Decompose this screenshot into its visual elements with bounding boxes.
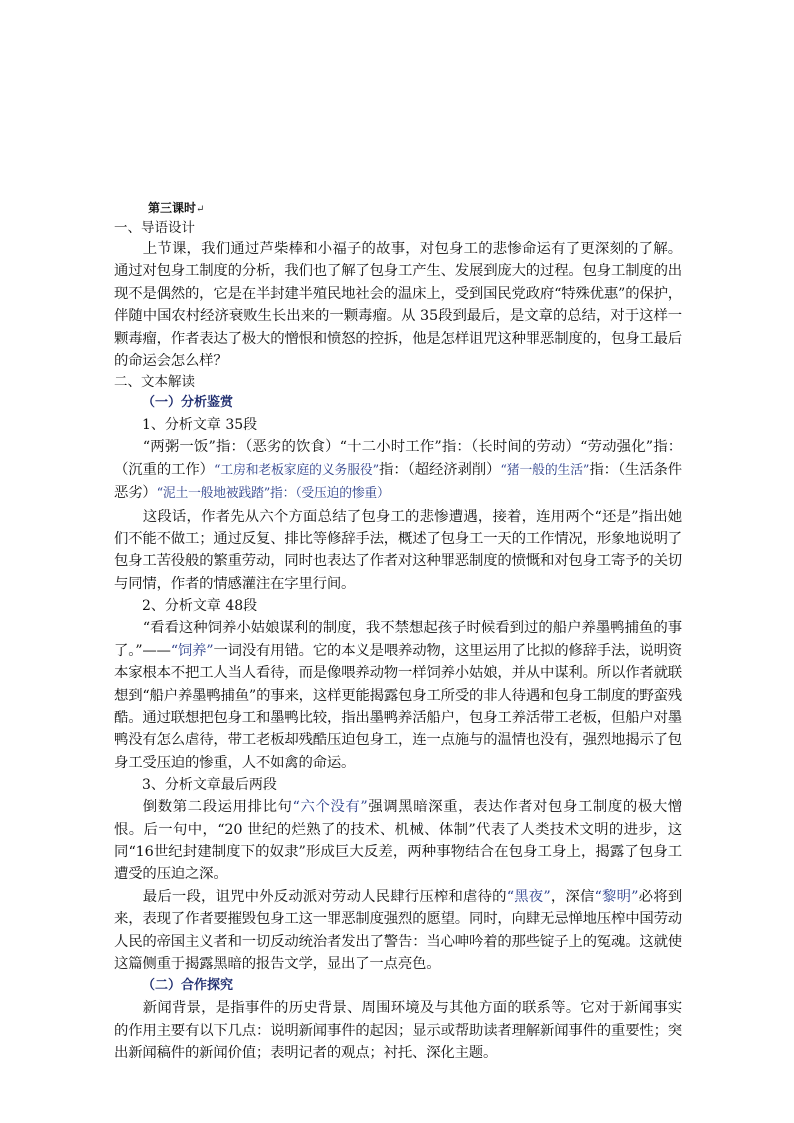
emphasis-text: “六个没有” [292, 799, 368, 816]
item-heading-48: 2、分析文章 48段 [142, 598, 258, 615]
emphasis-text: “泥土一般地被践踏”指：（受压迫的惨重） [156, 486, 390, 502]
text-run: ，深信 [550, 888, 595, 905]
lesson-title [148, 198, 682, 218]
item-heading-35: 1、分析文章 35段 [142, 417, 258, 434]
subheading-cooperation: （二）合作探究 [142, 978, 234, 994]
item-35-paragraph-2: 这段话，作者先从六个方面总结了包身工的悲惨遭遇，接着，连用两个“还是”指出她们不能不做工；通过反复、排比等修辞手法，概述了包身工一天的工作情况，形象地说明了包身工苦役般的繁重劳动，同时也表达了作者对这种罪恶制度的愤慨和对包身工寄予的关切与同情，作者的情感灌注在字里行间。 [114, 508, 682, 592]
section-heading-intro: 一、导语设计 [114, 220, 195, 236]
text-run: 最后一段，诅咒中外反动派对劳动人民肆行压榨和虐待的 [142, 888, 507, 905]
section-heading-text-analysis: 二、文本解读 [114, 374, 195, 391]
item-heading-last: 3、分析文章最后两段 [142, 777, 277, 794]
item-last-paragraph-1 [114, 796, 682, 886]
cooperation-paragraph: 新闻背景，是指事件的历史背景、周围环境及与其他方面的联系等。它对于新闻事实的作用主要有以下几点：说明新闻事件的起因；显示或帮助读者理解新闻事件的重要性；突出新闻稿件的新闻价值；表明记者的观点；衬托、深化主题。 [114, 1000, 682, 1062]
text-run: 一词没有用错。它的本义是喂养动物，这里运用了比拟的修辞手法，说明资本家根本不把工人当人看待，而是像喂养动物一样饲养小姑娘，并从中谋利。所以作者就联想到“船户养墨鸭捕鱼”的事来，这样更能揭露包身工所受的非人待遇和包身工制度的野蛮残酷。通过联想把包身工和墨鸭比较，指出墨鸭养活船户，包身工养活带工老板，但船户对墨鸭没有怎么虐待，带工老板却残酷压迫包身工，连一点施与的温情也没有，强烈地揭示了包身工受压迫的惨重，人不如禽的命运。 [114, 642, 682, 771]
emphasis-text: “工房和老板家庭的义务服役” [213, 462, 379, 478]
item-35-paragraph [114, 436, 682, 505]
emphasis-text: “饲养” [170, 642, 214, 659]
document-page [114, 198, 682, 1065]
text-run: “看看这种饲养小姑娘谋利的制度，我不禁想起孩子时候看到过的船户养墨鸭捕鱼的事了。”—— [114, 620, 682, 659]
text-run: 指：（生活条件恶劣） [114, 461, 682, 502]
emphasis-text: “黑夜” [506, 888, 551, 905]
text-run: 强调黑暗深重，表达作者对包身工制度的极大憎恨。后一句中，“20 世纪的烂熟了的技术、机械、体制”代表了人类技术文明的进步，这同“16世纪封建制度下的奴隶”形成巨大反差，两种事物结合在包身工身上，揭露了包身工遭受的压迫之深。 [114, 799, 682, 883]
text-run: 必将到来，表现了作者要摧毁包身工这一罪恶制度强烈的愿望。同时，向肆无忌惮地压榨中国劳动人民的帝国主义者和一切反动统治者发出了警告：当心呻吟着的那些锭子上的冤魂。这就使这篇侧重于揭露黑暗的报告文学，显出了一点亮色。 [114, 888, 682, 972]
paragraph-mark-icon: ↵ [196, 204, 205, 215]
text-run: 倒数第二段运用排比句 [142, 799, 293, 816]
subheading-analysis: （一）分析鉴赏 [142, 395, 234, 411]
item-last-paragraph-2 [114, 886, 682, 976]
item-48-paragraph [114, 617, 682, 774]
text-run: 指：（超经济剥削） [378, 461, 501, 478]
emphasis-text: “猪一般的生活” [500, 462, 590, 478]
lesson-title-text: 第三课时 [148, 201, 197, 215]
text-run: “两粥一饭”指：（恶劣的饮食）“十二小时工作”指：（长时间的劳动）“劳动强化”指：（沉重的工作） [114, 439, 682, 478]
intro-paragraph: 上节课，我们通过芦柴棒和小福子的故事，对包身工的悲惨命运有了更深刻的了解。通过对包身工制度的分析，我们也了解了包身工产生、发展到庞大的过程。包身工制度的出现不是偶然的，它是在半封建半殖民地社会的温床上，受到国民党政府“特殊优惠”的保护，伴随中国农村经济衰败生长出来的一颗毒瘤。从 35段到最后，是文章的总结，对于这样一颗毒瘤，作者表达了极大的憎恨和愤怒的控拆，他是怎样诅咒这种罪恶制度的，包身工最后的命运会怎么样？ [114, 241, 682, 370]
emphasis-text: “黎明” [594, 888, 639, 905]
